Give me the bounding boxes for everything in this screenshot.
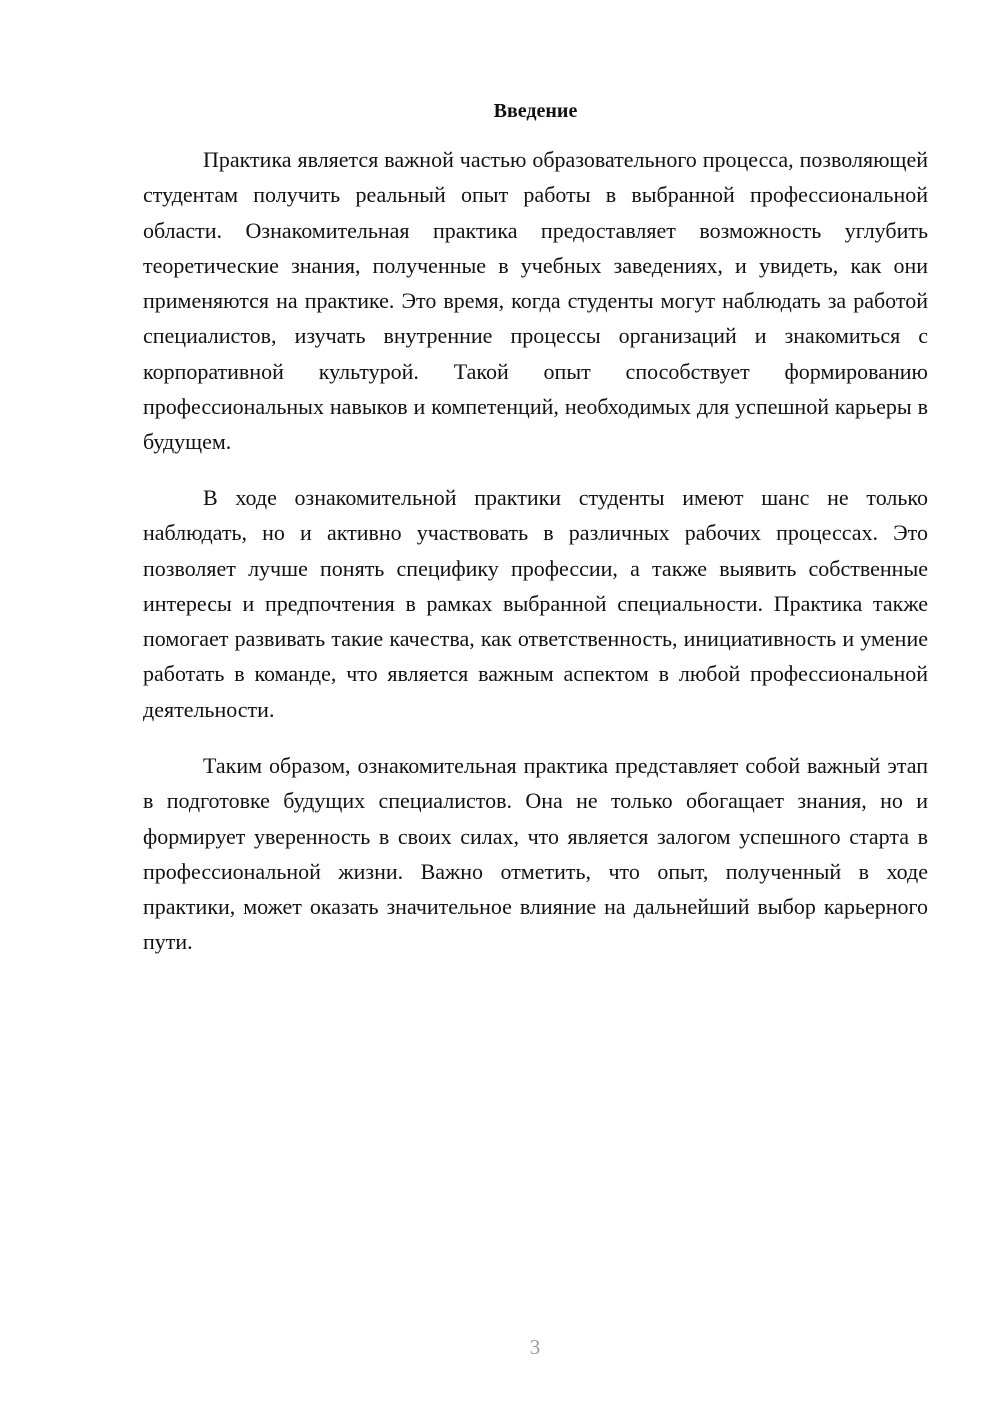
page-number: 3 xyxy=(529,1335,541,1359)
paragraph-2: В ходе ознакомительной практики студенты имеют шанс не только наблюдать, но и активно участвовать в различных рабочих процессах. Это позволяет лучше понять специфику профессии, а также выявить собственные интересы и предпочтения в рамках выбранной специальности. Практика также помогает развивать такие качества, как ответственность, инициативность и умение работать в команде, что является важным аспектом в любой профессиональной деятельности. xyxy=(143,485,928,722)
paragraph-3: Таким образом, ознакомительная практика представляет собой важный этап в подготовке будущих специалистов. Она не только обогащает знания, но и формирует уверенность в своих силах, что является залогом успешного старта в профессиональной жизни. Важно отметить, что опыт, полученный в ходе практики, может оказать значительное влияние на дальнейший выбор карьерного пути. xyxy=(143,753,928,955)
section-heading: Введение xyxy=(493,100,578,122)
paragraph-1: Практика является важной частью образовательного процесса, позволяющей студентам получить реальный опыт работы в выбранной профессиональной области. Ознакомительная практика предоставляет возможность углубить теоретические знания, полученные в учебных заведениях, и увидеть, как они применяются на практике. Это время, когда студенты могут наблюдать за работой специалистов, изучать внутренние процессы организаций и знакомиться с корпоративной культурой. Такой опыт способствует формированию профессиональных навыков и компетенций, необходимых для успешной карьеры в будущем. xyxy=(143,147,928,455)
